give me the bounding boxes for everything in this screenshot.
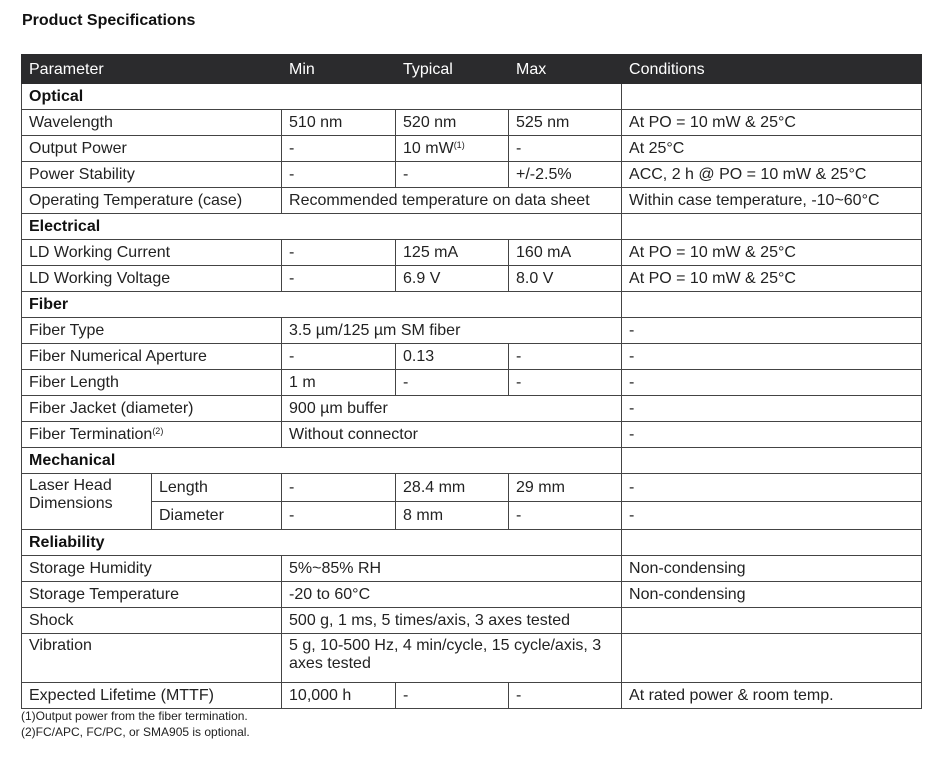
section-row <box>22 84 922 110</box>
table-row <box>22 344 922 370</box>
table-row <box>22 162 922 188</box>
typical-cell <box>396 136 509 162</box>
typical-cell: 125 mA <box>396 240 509 266</box>
table-row <box>22 502 922 530</box>
table-row <box>22 396 922 422</box>
footnote-ref: (2) <box>152 425 164 436</box>
header-min: Min <box>282 55 396 84</box>
table-row <box>22 370 922 396</box>
typical-cell: - <box>396 162 509 188</box>
param-cell: Fiber Type <box>22 318 282 344</box>
conditions-cell: ACC, 2 h @ PO = 10 mW & 25°C <box>622 162 922 188</box>
conditions-cell: - <box>622 318 922 344</box>
section-fiber: Fiber <box>22 292 622 318</box>
conditions-cell: At PO = 10 mW & 25°C <box>622 240 922 266</box>
typical-value: 10 mW <box>403 139 454 157</box>
min-cell: - <box>282 266 396 292</box>
max-cell: - <box>509 136 622 162</box>
min-cell: 510 nm <box>282 110 396 136</box>
value-cell: Without connector <box>282 422 622 448</box>
param-cell: Power Stability <box>22 162 282 188</box>
param-cell: Shock <box>22 608 282 634</box>
conditions-cell <box>622 608 922 634</box>
max-cell: 160 mA <box>509 240 622 266</box>
param-label: Fiber Termination <box>29 425 153 443</box>
max-cell: 8.0 V <box>509 266 622 292</box>
footnote-ref: (1) <box>453 139 465 150</box>
section-row <box>22 292 922 318</box>
typical-cell: 520 nm <box>396 110 509 136</box>
conditions-cell: At PO = 10 mW & 25°C <box>622 266 922 292</box>
table-row <box>22 683 922 709</box>
min-cell: - <box>282 474 396 502</box>
min-cell: - <box>282 502 396 530</box>
param-cell: Wavelength <box>22 110 282 136</box>
section-row <box>22 448 922 474</box>
min-cell: - <box>282 240 396 266</box>
table-row <box>22 188 922 214</box>
section-row <box>22 530 922 556</box>
max-cell: - <box>509 344 622 370</box>
table-row <box>22 422 922 448</box>
min-cell: - <box>282 344 396 370</box>
conditions-cell: Non-condensing <box>622 556 922 582</box>
param-cell: Fiber Length <box>22 370 282 396</box>
section-reliability: Reliability <box>22 530 622 556</box>
value-cell: Recommended temperature on data sheet <box>282 188 622 214</box>
param-cell: Fiber Numerical Aperture <box>22 344 282 370</box>
conditions-cell: - <box>622 344 922 370</box>
param-cell <box>22 422 282 448</box>
conditions-cell: - <box>622 474 922 502</box>
max-cell: 525 nm <box>509 110 622 136</box>
section-mechanical: Mechanical <box>22 448 622 474</box>
conditions-cell <box>622 634 922 683</box>
conditions-cell: At 25°C <box>622 136 922 162</box>
typical-cell: - <box>396 683 509 709</box>
max-cell: - <box>509 370 622 396</box>
conditions-cell: Non-condensing <box>622 582 922 608</box>
conditions-cell: - <box>622 396 922 422</box>
max-cell: - <box>509 502 622 530</box>
table-row <box>22 556 922 582</box>
typical-cell: - <box>396 370 509 396</box>
param-cell: Output Power <box>22 136 282 162</box>
param-cell: Operating Temperature (case) <box>22 188 282 214</box>
table-row <box>22 136 922 162</box>
header-conditions: Conditions <box>622 55 922 84</box>
section-row <box>22 214 922 240</box>
table-row <box>22 474 922 502</box>
max-cell: 29 mm <box>509 474 622 502</box>
param-cell: LD Working Current <box>22 240 282 266</box>
footnotes <box>21 708 250 740</box>
value-cell: -20 to 60°C <box>282 582 622 608</box>
conditions-cell: At PO = 10 mW & 25°C <box>622 110 922 136</box>
value-cell: 5 g, 10-500 Hz, 4 min/cycle, 15 cycle/axis, 3 axes tested <box>282 634 622 683</box>
min-cell: 10,000 h <box>282 683 396 709</box>
param-cell: Expected Lifetime (MTTF) <box>22 683 282 709</box>
section-electrical: Electrical <box>22 214 622 240</box>
conditions-cell: Within case temperature, -10~60°C <box>622 188 922 214</box>
conditions-cell: At rated power & room temp. <box>622 683 922 709</box>
param-cell: Storage Temperature <box>22 582 282 608</box>
typical-cell: 0.13 <box>396 344 509 370</box>
sub-param-cell: Length <box>152 474 282 502</box>
table-row <box>22 240 922 266</box>
section-optical: Optical <box>22 84 622 110</box>
value-cell: 900 µm buffer <box>282 396 622 422</box>
value-cell: 500 g, 1 ms, 5 times/axis, 3 axes tested <box>282 608 622 634</box>
max-cell: - <box>509 683 622 709</box>
footnote-2: (2)FC/APC, FC/PC, or SMA905 is optional. <box>21 725 250 739</box>
min-cell: - <box>282 136 396 162</box>
conditions-cell: - <box>622 422 922 448</box>
conditions-cell: - <box>622 502 922 530</box>
header-typical: Typical <box>396 55 509 84</box>
value-cell: 5%~85% RH <box>282 556 622 582</box>
table-row <box>22 608 922 634</box>
footnote-1: (1)Output power from the fiber termination. <box>21 709 248 723</box>
param-cell: Fiber Jacket (diameter) <box>22 396 282 422</box>
specifications-table <box>21 54 922 709</box>
header-max: Max <box>509 55 622 84</box>
min-cell: 1 m <box>282 370 396 396</box>
param-cell: Storage Humidity <box>22 556 282 582</box>
header-parameter: Parameter <box>22 55 282 84</box>
table-row <box>22 318 922 344</box>
sub-param-cell: Diameter <box>152 502 282 530</box>
param-cell: LD Working Voltage <box>22 266 282 292</box>
min-cell: - <box>282 162 396 188</box>
typical-cell: 28.4 mm <box>396 474 509 502</box>
value-cell: 3.5 µm/125 µm SM fiber <box>282 318 622 344</box>
max-cell: +/-2.5% <box>509 162 622 188</box>
conditions-cell: - <box>622 370 922 396</box>
typical-cell: 8 mm <box>396 502 509 530</box>
table-row <box>22 582 922 608</box>
table-row <box>22 634 922 683</box>
table-row <box>22 266 922 292</box>
page-title: Product Specifications <box>22 12 196 29</box>
typical-cell: 6.9 V <box>396 266 509 292</box>
param-cell: Laser Head Dimensions <box>22 474 152 530</box>
table-row <box>22 110 922 136</box>
table-header-row <box>22 55 922 84</box>
param-cell: Vibration <box>22 634 282 683</box>
